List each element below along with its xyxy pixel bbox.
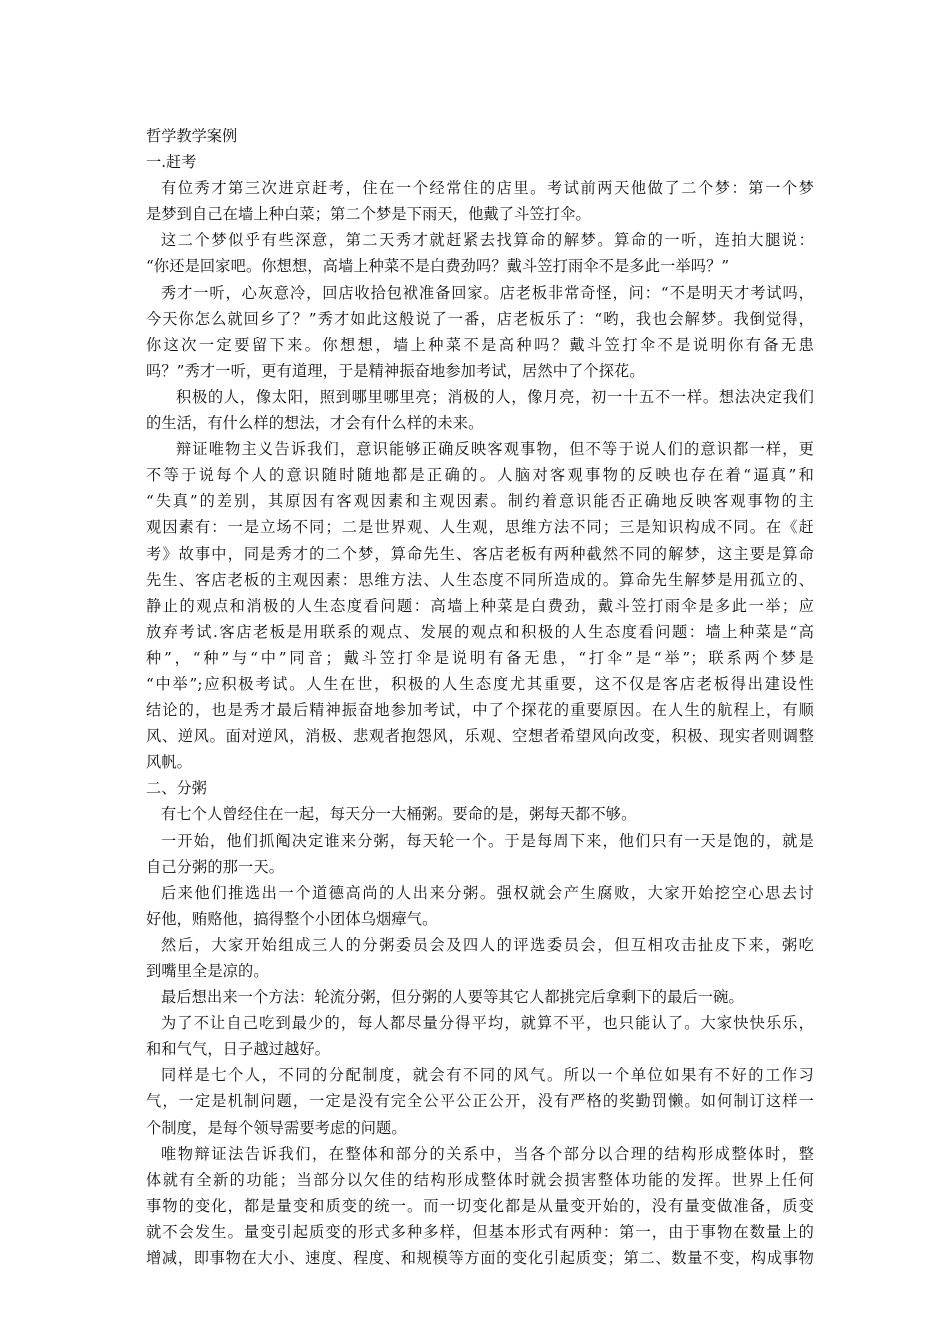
paragraph-line: “失真”的差别，其原因有客观因素和主观因素。制约着意识能否正确地反映客观事物的主	[146, 492, 814, 511]
paragraph-line: 和和气气，日子越过越好。	[146, 1040, 331, 1059]
paragraph-line: 同样是七个人，不同的分配制度，就会有不同的风气。所以一个单位如果有不好的工作习	[161, 1066, 814, 1085]
paragraph-line: “中举”;应积极考试。人生在世，积极的人生态度尤其重要，这不仅是客店老板得出建设性	[146, 674, 814, 693]
paragraph-line: 一开始，他们抓阄决定谁来分粥，每天轮一个。于是每周下来，他们只有一天是饱的，就是	[161, 831, 814, 850]
paragraph-line: “你还是回家吧。你想想，高墙上种菜不是白费劲吗？戴斗笠打雨伞不是多此一举吗？”	[146, 257, 730, 276]
paragraph-line: 种”，“种”与“中”同音；戴斗笠打伞是说明有备无患，“打伞”是“举”；联系两个梦是	[146, 648, 814, 667]
paragraph-line: 事物的变化，都是量变和质变的统一。而一切变化都是从量变开始的，没有量变做准备，质变	[146, 1196, 814, 1215]
paragraph-line: 秀才一听，心灰意冷，回店收拾包袱准备回家。店老板非常奇怪，问：“不是明天才考试吗，	[161, 283, 814, 302]
paragraph-line: 到嘴里全是凉的。	[146, 962, 269, 980]
document-body	[146, 123, 814, 1271]
paragraph-line: 辩证唯物主义告诉我们，意识能够正确反映客观事物，但不等于说人们的意识都一样，更	[176, 440, 814, 459]
paragraph-line: 个制度，是每个领导需要考虑的问题。	[146, 1118, 407, 1137]
paragraph-line: 自己分粥的那一天。	[146, 857, 285, 876]
paragraph-line: 吗？”秀才一听，更有道理，于是精神振奋地参加考试，居然中了个探花。	[146, 361, 645, 380]
paragraph-line: 这二个梦似乎有些深意，第二天秀才就赶紧去找算命的解梦。算命的一听，连拍大腿说：	[161, 231, 814, 250]
document-title: 哲学教学案例	[146, 127, 238, 145]
paragraph-line: 然后，大家开始组成三人的分粥委员会及四人的评选委员会，但互相攻击扯皮下来，粥吃	[161, 935, 814, 954]
paragraph-line: 为了不让自己吃到最少的，每人都尽量分得平均，就算不平，也只能认了。大家快快乐乐，	[161, 1014, 814, 1033]
paragraph-line: 最后想出来一个方法：轮流分粥，但分粥的人要等其它人都挑完后拿剩下的最后一碗。	[161, 988, 744, 1007]
paragraph-line: 有位秀才第三次进京赶考，住在一个经常住的店里。考试前两天他做了二个梦：第一个梦	[161, 179, 814, 198]
paragraph-line: 你这次一定要留下来。你想想，墙上种菜不是高种吗？戴斗笠打伞不是说明你有备无患	[146, 335, 814, 354]
paragraph-line: 考》故事中，同是秀才的二个梦，算命先生、客店老板有两种截然不同的解梦，这主要是算命	[146, 544, 814, 563]
paragraph-line: 不等于说每个人的意识随时随地都是正确的。人脑对客观事物的反映也存在着“逼真”和	[146, 466, 814, 485]
paragraph-line: 先生、客店老板的主观因素：思维方法、人生态度不同所造成的。算命先生解梦是用孤立的、	[146, 570, 814, 589]
paragraph-line: 观因素有：一是立场不同；二是世界观、人生观，思维方法不同；三是知识构成不同。在《赶	[146, 518, 814, 537]
paragraph-line: 风帆。	[146, 753, 193, 772]
paragraph-line: 增减，即事物在大小、速度、程度、和规模等方面的变化引起质变；第二、数量不变，构成事物	[146, 1249, 814, 1268]
paragraph-line: 气，一定是机制问题，一定是没有完全公平公正公开，没有严格的奖勤罚懒。如何制订这样一	[146, 1092, 814, 1111]
paragraph-line: 的生活，有什么样的想法，才会有什么样的未来。	[146, 414, 484, 433]
paragraph-line: 结论的，也是秀才最后精神振奋地参加考试，中了个探花的重要原因。在人生的航程上，有顺	[146, 701, 814, 720]
paragraph-line: 好他，贿赂他，搞得整个小团体乌烟瘴气。	[146, 909, 438, 928]
paragraph-line: 静止的观点和消极的人生态度看问题：高墙上种菜是白费劲，戴斗笠打雨伞是多此一举；应	[146, 596, 814, 615]
section-heading-2: 二、分粥	[146, 779, 207, 798]
paragraph-line: 体就有全新的功能；当部分以欠佳的结构形成整体时就会损害整体功能的发挥。世界上任何	[146, 1170, 814, 1189]
paragraph-line: 是梦到自己在墙上种白菜；第二个梦是下雨天，他戴了斗笠打伞。	[146, 205, 591, 224]
paragraph-line: 放弃考试.客店老板是用联系的观点、发展的观点和积极的人生态度看问题：墙上种菜是“高	[146, 622, 814, 641]
paragraph-line: 积极的人，像太阳，照到哪里哪里亮；消极的人，像月亮，初一十五不一样。想法决定我们	[176, 387, 814, 406]
section-heading-1: 一.赶考	[146, 153, 197, 172]
paragraph-line: 后来他们推选出一个道德高尚的人出来分粥。强权就会产生腐败，大家开始挖空心思去讨	[161, 883, 814, 902]
paragraph-line: 风、逆风。面对逆风，消极、悲观者抱怨风，乐观、空想者希望风向改变，积极、现实者则调整	[146, 727, 814, 746]
paragraph-line: 今天你怎么就回乡了？”秀才如此这般说了一番，店老板乐了：“哟，我也会解梦。我倒觉得，	[146, 309, 814, 328]
paragraph-line: 有七个人曾经住在一起，每天分一大桶粥。要命的是，粥每天都不够。	[161, 805, 637, 824]
paragraph-line: 就不会发生。量变引起质变的形式多种多样，但基本形式有两种：第一，由于事物在数量上的	[146, 1222, 814, 1241]
paragraph-line: 唯物辩证法告诉我们，在整体和部分的关系中，当各个部分以合理的结构形成整体时，整	[161, 1144, 814, 1163]
